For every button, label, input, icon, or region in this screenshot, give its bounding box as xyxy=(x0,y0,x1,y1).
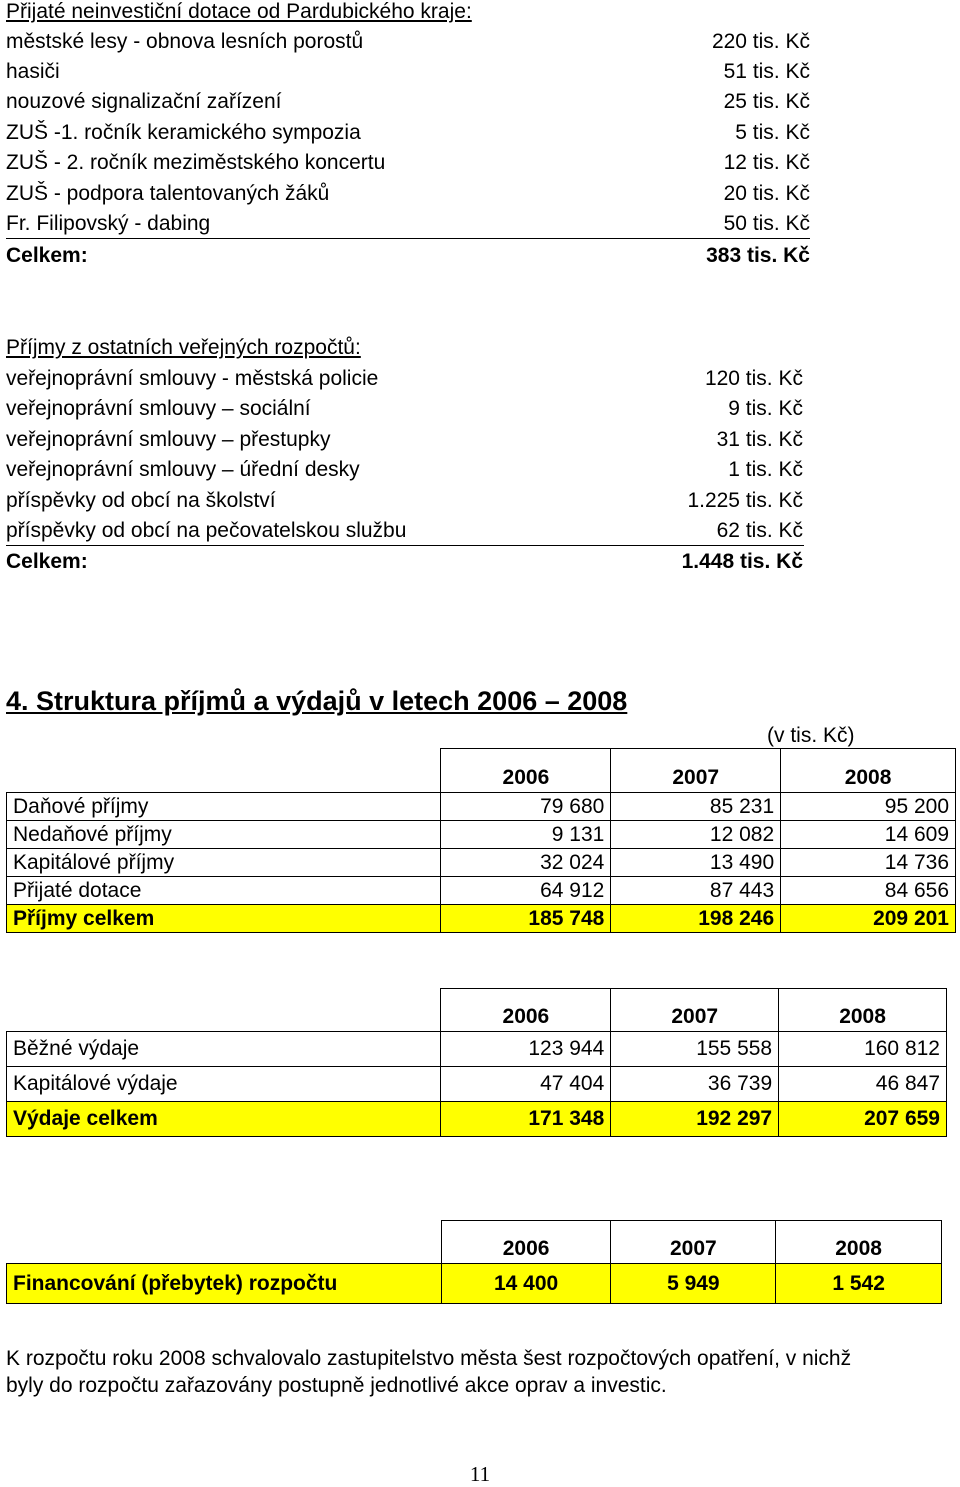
grant-item-amount: 5 tis. Kč xyxy=(735,121,810,144)
cell-value: 14 400 xyxy=(441,1264,611,1304)
cell-value: 13 490 xyxy=(611,849,781,877)
grant-item-label: ZUŠ -1. ročník keramického sympozia xyxy=(6,121,361,144)
table-header-row xyxy=(7,989,947,1032)
grants-total-amount: 383 tis. Kč xyxy=(706,244,810,267)
budget-item-amount: 31 tis. Kč xyxy=(716,428,803,451)
table-row xyxy=(7,849,956,877)
row-label: Nedaňové příjmy xyxy=(7,821,441,849)
year-header: 2006 xyxy=(441,749,611,793)
year-header: 2008 xyxy=(781,749,956,793)
year-header: 2006 xyxy=(441,1221,611,1264)
unit-note: (v tis. Kč) xyxy=(767,724,855,747)
grant-item-amount: 51 tis. Kč xyxy=(723,60,810,83)
budget-item-label: veřejnoprávní smlouvy - městská policie xyxy=(6,367,379,390)
table-corner xyxy=(7,1221,442,1264)
paragraph-line: byly do rozpočtu zařazovány postupně jednotlivé akce oprav a investic. xyxy=(6,1374,667,1397)
other-budgets-total-rule xyxy=(6,545,804,546)
budget-item-amount: 1 tis. Kč xyxy=(728,458,803,481)
budget-item-amount: 120 tis. Kč xyxy=(704,367,803,390)
grant-item-amount: 25 tis. Kč xyxy=(723,90,810,113)
cell-value: 192 297 xyxy=(611,1102,779,1137)
total-row xyxy=(7,1102,947,1137)
cell-value: 87 443 xyxy=(611,877,781,905)
expense-table xyxy=(6,988,947,1137)
cell-value: 84 656 xyxy=(781,877,956,905)
grant-item-label: nouzové signalizační zařízení xyxy=(6,90,282,113)
other-budgets-total-amount: 1.448 tis. Kč xyxy=(681,550,803,573)
year-header: 2007 xyxy=(611,749,781,793)
row-label: Výdaje celkem xyxy=(7,1102,441,1137)
cell-value: 47 404 xyxy=(441,1067,611,1102)
table-row xyxy=(7,1067,947,1102)
row-label: Přijaté dotace xyxy=(7,877,441,905)
cell-value: 14 736 xyxy=(781,849,956,877)
year-header: 2006 xyxy=(441,989,611,1032)
grant-item-label: hasiči xyxy=(6,60,60,83)
budget-item-label: veřejnoprávní smlouvy – přestupky xyxy=(6,428,331,451)
cell-value: 171 348 xyxy=(441,1102,611,1137)
budget-item-amount: 62 tis. Kč xyxy=(716,519,803,542)
table-header-row xyxy=(7,1221,942,1264)
grants-total-label: Celkem: xyxy=(6,244,88,267)
cell-value: 160 812 xyxy=(779,1032,947,1067)
row-label: Kapitálové příjmy xyxy=(7,849,441,877)
table-row xyxy=(7,877,956,905)
total-row xyxy=(7,1264,942,1304)
income-table xyxy=(6,748,956,933)
budget-item-label: veřejnoprávní smlouvy – úřední desky xyxy=(6,458,360,481)
row-label: Běžné výdaje xyxy=(7,1032,441,1067)
cell-value: 14 609 xyxy=(781,821,956,849)
page-number: 11 xyxy=(469,1462,491,1486)
year-header: 2008 xyxy=(779,989,947,1032)
grant-item-amount: 12 tis. Kč xyxy=(723,151,810,174)
cell-value: 46 847 xyxy=(779,1067,947,1102)
year-header: 2007 xyxy=(611,989,779,1032)
row-label: Příjmy celkem xyxy=(7,905,441,933)
table-row xyxy=(7,1032,947,1067)
table-row xyxy=(7,821,956,849)
budget-item-label: příspěvky od obcí na pečovatelskou službu xyxy=(6,519,407,542)
cell-value: 12 082 xyxy=(611,821,781,849)
cell-value: 79 680 xyxy=(441,793,611,821)
other-budgets-total-label: Celkem: xyxy=(6,550,88,573)
cell-value: 36 739 xyxy=(611,1067,779,1102)
cell-value: 64 912 xyxy=(441,877,611,905)
financing-table xyxy=(6,1220,942,1304)
row-label: Financování (přebytek) rozpočtu xyxy=(7,1264,442,1304)
cell-value: 5 949 xyxy=(611,1264,776,1304)
table-row xyxy=(7,793,956,821)
year-header: 2008 xyxy=(776,1221,942,1264)
grant-item-label: městské lesy - obnova lesních porostů xyxy=(6,30,364,53)
grants-total-rule xyxy=(6,238,810,239)
budget-item-amount: 1.225 tis. Kč xyxy=(687,489,803,512)
cell-value: 1 542 xyxy=(776,1264,942,1304)
year-header: 2007 xyxy=(611,1221,776,1264)
cell-value: 32 024 xyxy=(441,849,611,877)
row-label: Kapitálové výdaje xyxy=(7,1067,441,1102)
cell-value: 207 659 xyxy=(779,1102,947,1137)
paragraph-line: K rozpočtu roku 2008 schvalovalo zastupitelstvo města šest rozpočtových opatření, v nichž xyxy=(6,1347,852,1370)
total-row xyxy=(7,905,956,933)
cell-value: 95 200 xyxy=(781,793,956,821)
cell-value: 9 131 xyxy=(441,821,611,849)
cell-value: 209 201 xyxy=(781,905,956,933)
budget-paragraph xyxy=(6,1345,960,1399)
budget-item-label: příspěvky od obcí na školství xyxy=(6,489,276,512)
cell-value: 198 246 xyxy=(611,905,781,933)
grant-item-amount: 220 tis. Kč xyxy=(711,30,810,53)
cell-value: 185 748 xyxy=(441,905,611,933)
section-title: 4. Struktura příjmů a výdajů v letech 2006 – 2008 xyxy=(6,686,628,716)
cell-value: 85 231 xyxy=(611,793,781,821)
grant-item-label: ZUŠ - 2. ročník meziměstského koncertu xyxy=(6,151,386,174)
cell-value: 155 558 xyxy=(611,1032,779,1067)
budget-item-amount: 9 tis. Kč xyxy=(728,397,803,420)
grant-item-amount: 20 tis. Kč xyxy=(723,182,810,205)
table-header-row xyxy=(7,749,956,793)
grant-item-label: Fr. Filipovský - dabing xyxy=(6,212,211,235)
cell-value: 123 944 xyxy=(441,1032,611,1067)
grants-heading: Přijaté neinvestiční dotace od Pardubického kraje: xyxy=(6,0,472,23)
budget-item-label: veřejnoprávní smlouvy – sociální xyxy=(6,397,311,420)
grant-item-label: ZUŠ - podpora talentovaných žáků xyxy=(6,182,330,205)
row-label: Daňové příjmy xyxy=(7,793,441,821)
table-corner xyxy=(7,989,441,1032)
grant-item-amount: 50 tis. Kč xyxy=(723,212,810,235)
table-corner xyxy=(7,749,441,793)
other-budgets-heading: Příjmy z ostatních veřejných rozpočtů: xyxy=(6,336,361,359)
